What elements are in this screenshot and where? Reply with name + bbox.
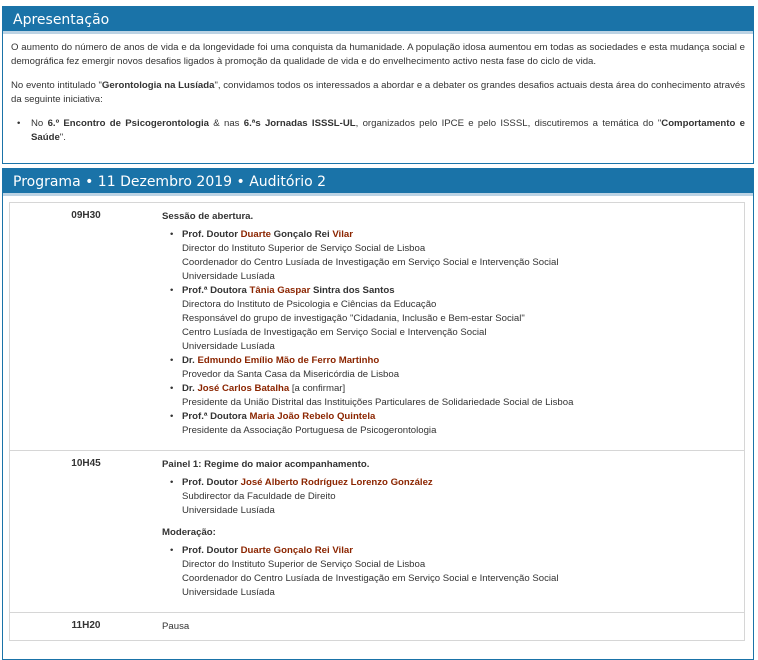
speaker-name: Gonçalo Rei — [271, 229, 333, 240]
apresentacao-paragraph-1: O aumento do número de anos de vida e da longevidade foi uma conquista da humanidade. A população idosa aumentou em todas as sociedades e esta mudança social e demográfica fez emergir novos desafios ligados à promoção da qualidade de vida e do envelhecimento activo nesta fase do ciclo de vida. — [11, 42, 745, 67]
list-item — [25, 117, 745, 145]
row-time: 10H45 — [71, 458, 101, 469]
speaker-item — [182, 284, 744, 354]
row-content — [162, 203, 744, 450]
speaker-role: Universidade Lusíada — [182, 271, 275, 282]
speaker-item — [182, 410, 744, 438]
bullet-text-a: No — [31, 118, 48, 129]
speaker-role: Provedor da Santa Casa da Misericórdia de Lisboa — [182, 369, 400, 380]
bullet-text-d: , organizados pelo IPCE e pelo ISSSL, discutiremos a temática do " — [355, 118, 662, 129]
speaker-item — [182, 544, 744, 600]
jornadas-name: 6.ªs Jornadas ISSSL-UL — [243, 118, 356, 129]
speaker-name-highlight: Vilar — [332, 229, 353, 240]
speaker-role: Presidente da União Distrital das Instituições Particulares de Solidariedade Social de Lisboa — [182, 397, 574, 408]
speaker-name-highlight: José Carlos Batalha — [197, 383, 290, 394]
moderator-list — [162, 544, 744, 600]
table-row — [10, 203, 744, 451]
speaker-role: Coordenador do Centro Lusíada de Investigação em Serviço Social e Intervenção Social — [182, 573, 559, 584]
speaker-title: Dr. — [182, 383, 198, 394]
encontro-name: 6.º Encontro de Psicogerontologia — [47, 118, 209, 129]
speaker-name-highlight: Duarte — [240, 229, 272, 240]
speaker-name-highlight: Edmundo Emílio Mão de Ferro Martinho — [197, 355, 380, 366]
speaker-name-highlight: Maria João Rebelo Quintela — [249, 411, 376, 422]
speaker-role: Centro Lusíada de Investigação em Serviço Social e Intervenção Social — [182, 327, 487, 338]
programa-title: Programa • 11 Dezembro 2019 • Auditório 2 — [3, 169, 753, 196]
speaker-role: Coordenador do Centro Lusíada de Investigação em Serviço Social e Intervenção Social — [182, 257, 559, 268]
speaker-name: Sintra dos Santos — [310, 285, 395, 296]
programa-table — [9, 202, 745, 641]
apresentacao-title: Apresentação — [3, 7, 753, 34]
para2-text-a: No evento intitulado " — [11, 80, 102, 91]
speaker-role: Presidente da Associação Portuguesa de Psicogerontologia — [182, 425, 437, 436]
apresentacao-panel — [2, 6, 754, 164]
session-label: Pausa — [162, 621, 190, 632]
speaker-title: Prof. Doutor — [182, 545, 241, 556]
tematica-name: Comportamento e Saúde — [31, 118, 745, 143]
speaker-name-highlight: Tânia Gaspar — [249, 285, 311, 296]
bullet-text-c: & nas — [208, 118, 244, 129]
speaker-item — [182, 382, 744, 410]
speaker-item — [182, 476, 744, 518]
speaker-role: Director do Instituto Superior de Serviço Social de Lisboa — [182, 243, 426, 254]
speaker-role: Directora do Instituto de Psicologia e Ciências da Educação — [182, 299, 437, 310]
moderation-label: Moderação: — [162, 527, 216, 538]
bullet-text-e: ". — [59, 132, 66, 143]
speaker-title: Dr. — [182, 355, 198, 366]
table-row — [10, 451, 744, 613]
session-label: Painel 1: Regime do maior acompanhamento. — [162, 459, 370, 470]
speaker-role: Universidade Lusíada — [182, 341, 275, 352]
table-row — [10, 613, 744, 640]
row-content — [162, 613, 744, 640]
speaker-title: Prof. Doutor — [182, 229, 241, 240]
row-content — [162, 451, 744, 612]
speaker-role: Subdirector da Faculdade de Direito — [182, 491, 336, 502]
event-name: Gerontologia na Lusíada — [101, 80, 215, 91]
apresentacao-body — [3, 34, 753, 145]
speaker-title: Prof.ª Doutora — [182, 411, 250, 422]
row-time: 09H30 — [71, 210, 101, 221]
speaker-list — [162, 476, 744, 518]
apresentacao-paragraph-2 — [11, 79, 745, 107]
speaker-title: Prof.ª Doutora — [182, 285, 250, 296]
programa-panel — [2, 168, 754, 660]
speaker-item — [182, 228, 744, 284]
speaker-list — [162, 228, 744, 438]
speaker-title: Prof. Doutor — [182, 477, 241, 488]
speaker-item — [182, 354, 744, 382]
speaker-name-highlight: José Alberto Rodríguez Lorenzo González — [240, 477, 433, 488]
row-time: 11H20 — [71, 620, 101, 631]
apresentacao-list — [11, 117, 745, 145]
speaker-note: [a confirmar] — [289, 383, 346, 394]
speaker-name-highlight: Duarte Gonçalo Rei Vilar — [240, 545, 353, 556]
speaker-role: Universidade Lusíada — [182, 587, 275, 598]
speaker-role: Universidade Lusíada — [182, 505, 275, 516]
para2-text-b: ", convidamos todos os interessados a abordar e a debater os grandes desafios actuais desta área do conhecimento através da seguinte iniciativa: — [11, 80, 745, 105]
session-label: Sessão de abertura. — [162, 211, 254, 222]
speaker-role: Director do Instituto Superior de Serviço Social de Lisboa — [182, 559, 426, 570]
speaker-role: Responsável do grupo de investigação "Cidadania, Inclusão e Bem-estar Social" — [182, 313, 525, 324]
